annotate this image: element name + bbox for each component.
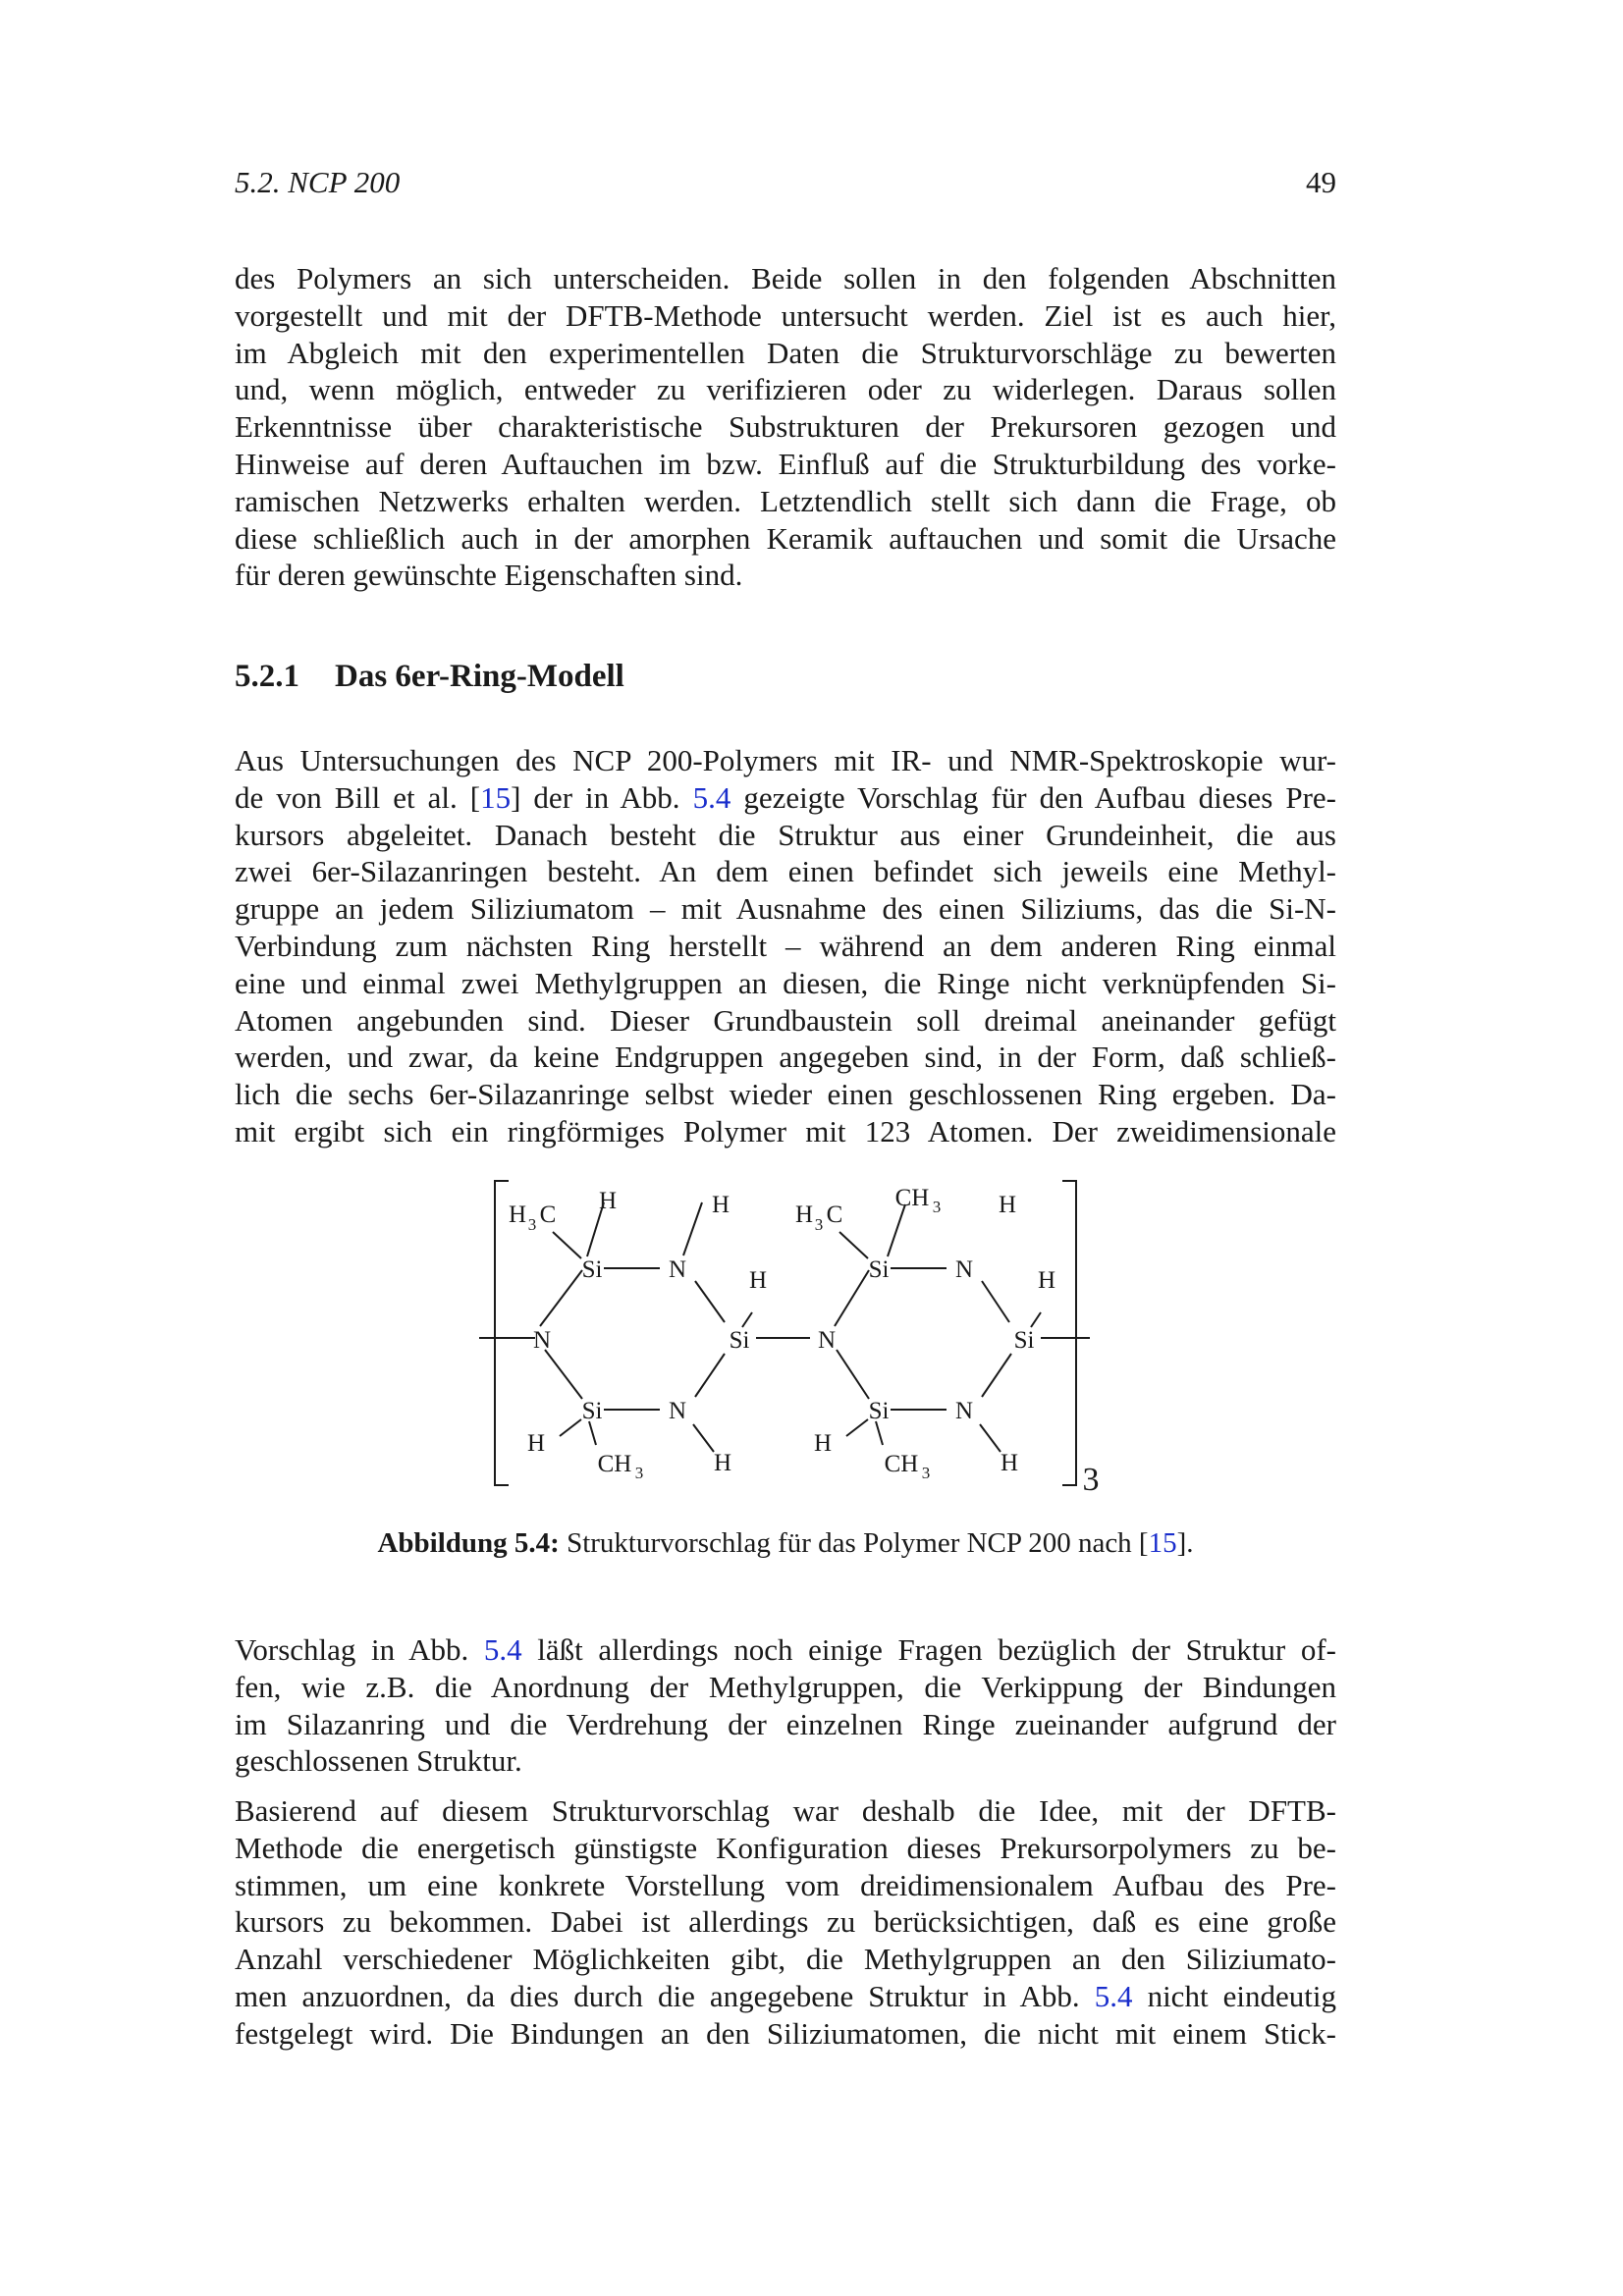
caption-text: Strukturvorschlag für das Polymer NCP 200 nach [ [567,1527,1149,1559]
text-line: Hinweise auf deren Auftauchen im bzw. Einfluß auf die Strukturbildung des vorke- [235,446,1336,481]
atom-n: N [954,1256,974,1283]
atom-n: N [668,1398,687,1424]
bond [846,1419,868,1436]
figure-ref-link[interactable]: 5.4 [483,1632,522,1667]
text-line: gruppe an jedem Siliziumatom – mit Ausnahme des einen Siliziums, das die Si-N- [235,891,1336,927]
text-line: im Silazanring und die Verdrehung der einzelnen Ringe zueinander aufgrund der [235,1706,1336,1741]
text-line: mit ergibt sich ein ringförmiges Polymer mit 123 Atomen. Der zweidimensionale [235,1113,1336,1148]
methyl-ch: CH [884,1451,919,1477]
atom-h: H [598,1188,618,1214]
citation-link[interactable]: 15 [1148,1527,1177,1559]
methyl-h: H [794,1201,814,1228]
section-number: 5.2.1 [235,659,299,694]
atom-si: Si [581,1398,603,1424]
text-line: kursors zu bekommen. Dabei ist allerdings zu berücksichtigen, daß es eine große [235,1904,1336,1940]
repeat-count: 3 [1082,1462,1100,1498]
text-line: Erkenntnisse über charakteristische Substrukturen der Prekursoren gezogen und [235,409,1336,445]
bond [695,1354,725,1397]
text-line: eine und einmal zwei Methylgruppen an diesen, die Ringe nicht verknüpfenden Si- [235,965,1336,1000]
text-line: Methode die energetisch günstigste Konfiguration dieses Prekursorpolymers zu be- [235,1830,1336,1865]
text-line: festgelegt wird. Die Bindungen an den Siliziumatomen, die nicht mit einem Stick- [235,2015,1336,2051]
bond [1031,1312,1041,1327]
methyl-h: H [508,1201,527,1228]
text-segment: nicht eindeutig [1132,1978,1337,2013]
text-segment: ] der in Abb. [511,779,693,815]
text-line: Anzahl verschiedener Möglichkeiten gibt, die Methylgruppen an den Siliziumato- [235,1942,1336,1977]
text-segment: men anzuordnen, da dies durch die angegebene Struktur in Abb. [235,1978,1095,2013]
methyl-sub: 3 [921,1464,931,1482]
atom-h: H [1037,1267,1056,1294]
atom-h: H [711,1192,730,1218]
atom-si: Si [868,1256,890,1283]
page-number: 49 [1306,165,1336,199]
left-bracket [495,1181,509,1485]
text-line: geschlossenen Struktur. [235,1743,522,1779]
caption-label: Abbildung 5.4: [377,1527,560,1559]
bond [980,1424,1001,1452]
text-line: ramischen Netzwerks erhalten werden. Letztendlich stellt sich dann die Frage, ob [235,483,1336,518]
text-line: lich die sechs 6er-Silazanringe selbst wieder einen geschlossenen Ring ergeben. Da- [235,1077,1336,1112]
methyl-c: C [539,1201,557,1228]
methyl-sub: 3 [814,1215,824,1234]
atom-n: N [668,1256,687,1283]
paragraph-ring-model [235,742,1336,1150]
text-line: Aus Untersuchungen des NCP 200-Polymers mit IR- und NMR-Spektroskopie wur- [235,743,1336,777]
atom-si: Si [729,1327,750,1354]
intro-paragraph [235,260,1336,594]
atom-h: H [526,1430,546,1457]
bond [560,1419,581,1436]
citation-link[interactable]: 15 [480,779,512,815]
structure-diagram [461,1173,1109,1502]
atom-h: H [713,1450,732,1476]
atom-n: N [954,1398,974,1424]
text-line: werden, und zwar, da keine Endgruppen angegeben sind, in der Form, daß schließ- [235,1040,1336,1075]
caption-text: ]. [1176,1527,1194,1559]
methyl-sub: 3 [527,1215,537,1234]
text-line [235,1978,1336,2015]
atom-h: H [1000,1450,1019,1476]
atom-h: H [748,1267,768,1294]
right-bracket [1062,1181,1076,1485]
bond [876,1421,883,1445]
text-line [235,779,1336,817]
atom-n: N [532,1327,552,1354]
atom-h: H [813,1430,833,1457]
bond [888,1204,905,1256]
methyl-c: C [826,1201,843,1228]
text-line: im Abgleich mit den experimentellen Daten die Strukturvorschläge zu bewerten [235,335,1336,370]
text-segment: de von Bill et al. [ [235,779,481,815]
paragraph-dftb-idea [235,1792,1336,2053]
section-heading [235,659,624,695]
bond [837,1350,869,1399]
bond [553,1232,581,1258]
text-line [235,1631,1336,1669]
bond [982,1354,1011,1397]
bond [982,1281,1009,1322]
atom-n: N [817,1327,837,1354]
section-title: Das 6er-Ring-Modell [335,659,624,694]
bond [545,1350,582,1399]
text-segment: gezeigte Vorschlag für den Aufbau dieses Pre- [730,779,1337,815]
text-line: des Polymers an sich unterscheiden. Beide sollen in den folgenden Abschnitten [235,261,1336,295]
text-line: fen, wie z.B. die Anordnung der Methylgruppen, die Verkippung der Bindungen [235,1669,1336,1704]
bond [540,1270,582,1326]
methyl-sub: 3 [634,1464,644,1482]
methyl-ch: CH [597,1451,632,1477]
bond [683,1202,702,1255]
text-segment: läßt allerdings noch einige Fragen bezüglich der Struktur of- [521,1632,1336,1667]
text-line: diese schließlich auch in der amorphen Keramik auftauchen und somit die Ursache [235,520,1336,556]
figure-ref-link[interactable]: 5.4 [692,779,731,815]
atom-si: Si [1013,1327,1035,1354]
methyl-ch: CH [894,1185,930,1211]
text-line: Verbindung zum nächsten Ring herstellt – während an dem anderen Ring einmal [235,928,1336,963]
bond [839,1232,868,1258]
figure-caption [235,1527,1336,1560]
atom-si: Si [581,1256,603,1283]
paragraph-open-questions [235,1631,1336,1780]
text-segment: Vorschlag in Abb. [235,1632,484,1667]
figure-ref-link[interactable]: 5.4 [1094,1978,1133,2013]
bond [693,1424,714,1452]
page-header [235,165,1336,204]
atom-h: H [998,1192,1017,1218]
text-line: zwei 6er-Silazanringen besteht. An dem einen befindet sich jeweils eine Methyl- [235,854,1336,889]
text-line: kursors abgeleitet. Danach besteht die Struktur aus einer Grundeinheit, die aus [235,817,1336,852]
bond [589,1421,596,1445]
bond [695,1281,725,1322]
text-line: für deren gewünschte Eigenschaften sind. [235,558,743,593]
text-line: stimmen, um eine konkrete Vorstellung vom dreidimensionalem Aufbau des Pre- [235,1867,1336,1902]
text-line: und, wenn möglich, entweder zu verifizieren oder zu widerlegen. Daraus sollen [235,372,1336,407]
bond [742,1312,752,1327]
bond [835,1270,869,1326]
running-head: 5.2. NCP 200 [235,165,401,199]
text-line: Atomen angebunden sind. Dieser Grundbaustein soll dreimal aneinander gefügt [235,1002,1336,1038]
text-line: Basierend auf diesem Strukturvorschlag war deshalb die Idee, mit der DFTB- [235,1793,1336,1828]
text-line: vorgestellt und mit der DFTB-Methode untersucht werden. Ziel ist es auch hier, [235,297,1336,333]
methyl-sub: 3 [932,1198,942,1216]
atom-si: Si [868,1398,890,1424]
